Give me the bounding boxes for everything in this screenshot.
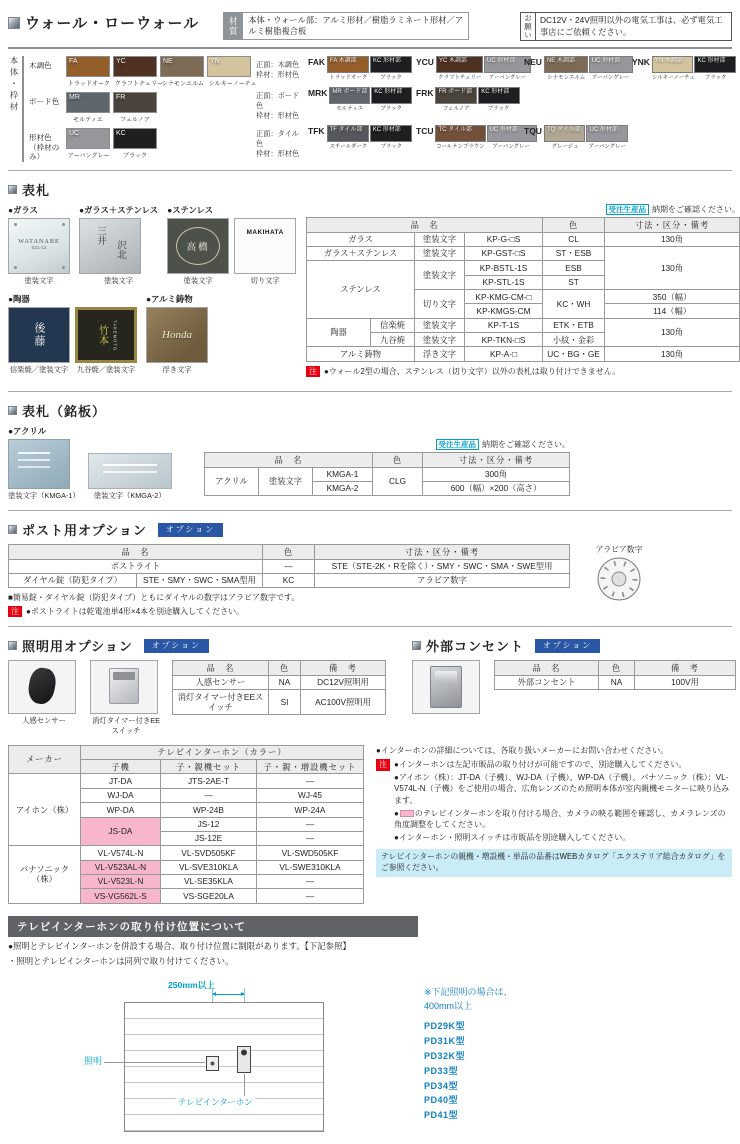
table-cell: KP-KMG-CM-□ — [465, 290, 543, 304]
body-frame-side-label: 本体・枠材 — [8, 56, 24, 162]
table-cell: CLG — [373, 467, 423, 496]
table-cell: 350（幅） — [605, 290, 740, 304]
table-cell: — — [257, 817, 364, 831]
material-text: 本体・ウォール部：アルミ形材／樹脂ラミネート形材／アルミ樹脂複合板 — [243, 12, 469, 40]
color-combination-YNK: YNK YN 木調部 KC 形材部 シルキーノーチェ ブラック — [632, 56, 736, 82]
dial-lock-illustration-block — [584, 544, 654, 604]
table-cell: 塗装文字 — [415, 261, 465, 290]
table-cell: VL-SVD505KF — [161, 846, 257, 860]
table-cell: — — [257, 874, 364, 888]
table-cell: JTS-2AE-T — [161, 774, 257, 788]
table-cell: 切り文字 — [415, 290, 465, 319]
acrylic-spec-area — [204, 439, 570, 501]
section-bullet-icon — [412, 641, 421, 650]
page-header — [8, 0, 732, 49]
color-lineup-section — [8, 49, 732, 171]
lighting-option-table — [172, 660, 386, 714]
table-cell: WP-DA — [81, 803, 161, 817]
color-swatch-KC: KC ブラック — [113, 128, 157, 161]
table-cell: JS-12E — [161, 831, 257, 845]
table-cell: NA — [269, 675, 301, 689]
table-cell: 消灯タイマー付きEEスイッチ — [173, 690, 269, 715]
table-cell: KP-BSTL-1S — [465, 261, 543, 275]
table-cell: — — [257, 831, 364, 845]
option-badge: オプション — [158, 523, 223, 537]
table-cell: KP-A-□ — [465, 347, 543, 361]
lamp-model: PD32K型 — [424, 1050, 466, 1061]
table-header-cell: 色 — [599, 661, 635, 675]
interphone-graphic — [237, 1046, 251, 1073]
table-cell: WP-24B — [161, 803, 257, 817]
table-cell: パナソニック（株） — [9, 846, 81, 903]
color-combination-YCU: YCU YC 木調部 UC 形材部 クラフトチェリー アーバングレー — [416, 56, 520, 82]
table-cell: ガラス — [307, 232, 415, 246]
table-cell: DC12V照明用 — [301, 675, 386, 689]
lamp-model: PD31K型 — [424, 1036, 466, 1047]
table-cell: VL-V523AL-N — [81, 860, 161, 874]
table-cell: KC・WH — [543, 290, 605, 319]
section-title-lighting-option: 照明用オプション オプション — [8, 636, 386, 655]
table-cell: — — [161, 788, 257, 802]
table-cell: VS-VG562L-S — [81, 889, 161, 903]
glass-stainless-nameplate-photo: 三井 沢北 — [79, 218, 141, 274]
lamp-model: PD33型 — [424, 1065, 459, 1076]
color-swatch-FR: FR フェルノア — [113, 92, 157, 124]
color-swatch-MR: MR モルティエ — [66, 92, 110, 124]
table-header-cell: 品 名 — [9, 545, 263, 559]
lamp-graphic — [206, 1056, 219, 1071]
color-combination-FAK: FAK FA 木調部 KC 形材部 トラッドオーク ブラック — [308, 56, 412, 82]
table-cell: STE・SMY・SWC・SMA型用 — [137, 573, 263, 587]
table-cell: JT-DA — [81, 774, 161, 788]
table-cell: — — [257, 774, 364, 788]
table-cell: VL-V523L-N — [81, 874, 161, 888]
acrylic-samples: 塗装文字（KMGA-1） 塗装文字（KMGA-2） — [8, 439, 190, 501]
post-option-notes: ■簡易錠・ダイヤル錠（防犯タイプ）ともにダイヤルの数字はアラビア数字です。 注 ●ポストライトは乾電池単4形×4本を別途購入してください。 — [8, 593, 300, 617]
table-cell: アイホン（株） — [9, 774, 81, 846]
base-color-swatches — [29, 56, 257, 162]
cast-aluminum-photo: Honda — [146, 307, 208, 363]
table-header-cell: 色 — [263, 545, 315, 559]
dial-illustration — [596, 556, 642, 602]
table-cell: UC・BG・GE — [543, 347, 605, 361]
interphone-leader-line — [244, 1074, 245, 1096]
section-divider — [8, 391, 732, 392]
outlet-item — [412, 660, 484, 714]
post-option-section — [8, 544, 732, 617]
table-header-cell: 備 考 — [635, 661, 736, 675]
cast-aluminum-nameplate-card: ●アルミ鋳物 Honda 浮き文字 — [146, 293, 208, 375]
table-cell: 塗装文字 — [415, 232, 465, 246]
table-cell: 塗装文字 — [415, 246, 465, 260]
acrylic-spec-table — [204, 452, 570, 496]
motion-sensor-item: 人感センサー — [8, 660, 80, 725]
table-cell: 130角 — [605, 347, 740, 361]
table-cell: 300角 — [423, 467, 570, 481]
table-cell: 塗装文字 — [415, 318, 465, 332]
table-cell: KC — [263, 573, 315, 587]
made-to-order-note: 受注生産品 納期をご確認ください。 — [306, 204, 740, 215]
color-swatch-NE: NE シナモンエルム — [161, 58, 204, 88]
table-cell: WP-24A — [257, 803, 364, 817]
table-cell: ESB — [543, 261, 605, 275]
table-cell: アクリル — [205, 467, 259, 496]
notice-label: お願い — [521, 13, 536, 40]
glass-nameplate-photo: WATANABE 531-12 — [8, 218, 70, 274]
table-header-cell: 子・親機セット — [161, 760, 257, 774]
page-title-text: ウォール・ローウォール — [25, 15, 200, 32]
table-cell: KP-STL-1S — [465, 275, 543, 289]
board-color-label: ボード色 — [29, 97, 60, 107]
table-cell: KP-GST-□S — [465, 246, 543, 260]
table-header-cell: 色 — [269, 661, 301, 675]
table-header-cell: 寸法・区分・備考 — [315, 545, 570, 559]
nameplate-samples — [8, 204, 296, 382]
models-note-text: ※下記照明の場合は、 400mm以上 — [424, 987, 513, 1011]
interphone-notes: ●インターホンの詳細については、各取り扱いメーカーにお問い合わせください。 注 ●インターホンは左記市販品の取り付けが可能ですので、別途購入してください。 ●アイホン（株）：JT-DA（子機）、WJ-DA（子機）、WP-DA（子機）、パナソニック（株）：VL-V574L-N（子機）をご使用の場合、広角レンズのため照明本体が室内親機モニターに映り込みます。 ● のテレビインターホンを取り付ける場合、カメラの映る範囲を確認し、カメラレンズの角度調整をしてください。 ●インターホン・照明スイッチは市販品を別途購入してください。 テレビインターホンの親機・増設機・単品の品番はWEBカタログ「エクステリア総合カタログ」をご参照ください。 — [376, 745, 732, 904]
outdoor-outlet-photo — [412, 660, 480, 714]
nameplate-spec-area — [306, 204, 740, 382]
table-cell: VL-SWD505KF — [257, 846, 364, 860]
table-cell: 人感センサー — [173, 675, 269, 689]
combination-row — [256, 87, 736, 120]
lamp-model: PD41型 — [424, 1110, 459, 1121]
wood-color-label: 木調色 — [29, 61, 52, 71]
dimension-label: 250mm以上 — [168, 980, 215, 991]
table-cell: — — [257, 889, 364, 903]
interphone-label: テレビインターホン — [178, 1097, 253, 1108]
table-cell: WJ-45 — [257, 788, 364, 802]
combination-label: 正面：タイル色 枠材：形材色 — [256, 129, 300, 158]
table-cell: KP-G-□S — [465, 232, 543, 246]
table-cell: 塗装文字 — [259, 467, 313, 496]
table-cell: 130角 — [605, 232, 740, 246]
shigaraki-ceramic-photo: 後藤 — [8, 307, 70, 363]
option-bad­ge: オプション — [144, 639, 209, 653]
table-header-cell: 備 考 — [301, 661, 386, 675]
table-cell: VL-V574L-N — [81, 846, 161, 860]
ee-switch-item: 消灯タイマー付きEEスイッチ — [90, 660, 162, 734]
lamp-model: PD34型 — [424, 1080, 459, 1091]
combination-row — [256, 56, 736, 82]
table-cell: VL-SWE310KLA — [257, 860, 364, 874]
table-cell: JS-12 — [161, 817, 257, 831]
table-cell: 九谷焼 — [371, 333, 415, 347]
table-cell: KMGA-2 — [313, 481, 373, 495]
table-cell: KP-KMGS-CM — [465, 304, 543, 318]
color-combinations — [256, 56, 736, 162]
table-header-cell: メーカー — [9, 745, 81, 774]
table-header-cell: 寸法・区分・備考 — [423, 453, 570, 467]
section-title-acrylic: 表札（銘板） — [8, 401, 732, 420]
table-cell: NA — [599, 675, 635, 689]
section-bullet-icon — [8, 525, 17, 534]
color-swatch-UC: UC アーバングレー — [67, 130, 110, 160]
table-header-cell: 品 名 — [307, 218, 543, 232]
table-cell: KMGA-1 — [313, 467, 373, 481]
stainless-nameplate-card: ●ステンレス 高橋 塗装文字 MAKIHATA 切り文字 — [167, 204, 296, 286]
table-cell: VS-SGE20LA — [161, 889, 257, 903]
wall-graphic — [124, 1002, 324, 1132]
material-label: 材質 — [223, 12, 243, 40]
lamp-model: PD40型 — [424, 1095, 459, 1106]
pink-highlight-chip — [400, 810, 414, 817]
nameplate-caution: 注 ●ウォール2型の場合、ステンレス（切り文字）以外の表札は取り付けできません。 — [306, 366, 740, 377]
profile-color-label: 形材色（枠材のみ） — [29, 133, 60, 162]
table-cell: STE（STE-2K・Rを除く）・SMY・SWC・SMA・SWE型用 — [315, 559, 570, 573]
interphone-table — [8, 745, 364, 904]
table-cell: 浮き文字 — [415, 347, 465, 361]
table-cell: JS-DA — [81, 817, 161, 846]
page-title — [8, 12, 199, 33]
table-cell: アラビア数字 — [315, 573, 570, 587]
table-cell: ステンレス — [307, 261, 415, 318]
option-badge: オプション — [535, 639, 600, 653]
table-cell: ポストライト — [9, 559, 263, 573]
lamp-leader-line — [104, 1062, 205, 1063]
section-bullet-icon — [8, 641, 17, 650]
material-box — [223, 12, 469, 40]
table-cell: アルミ鋳物 — [307, 347, 415, 361]
table-header-cell: 寸法・区分・備考 — [605, 218, 740, 232]
mount-section-title: テレビインターホンの取り付け位置について — [8, 916, 418, 937]
web-catalog-note: テレビインターホンの親機・増設機・単品の品番はWEBカタログ「エクステリア総合カタログ」をご参照ください。 — [376, 849, 732, 877]
table-cell: ETK・ETB — [543, 318, 605, 332]
table-header-cell: 子機 — [81, 760, 161, 774]
table-cell: ST・ESB — [543, 246, 605, 260]
color-swatch-YC: YC クラフトチェリー — [114, 58, 164, 88]
table-cell: 130角 — [605, 246, 740, 289]
nameplate-section — [8, 204, 740, 382]
table-cell: AC100V照明用 — [301, 690, 386, 715]
interphone-note-camera: ● のテレビインターホンを取り付ける場合、カメラの映る範囲を確認し、カメラレンズの角度調整をしてください。 — [394, 808, 726, 830]
table-cell: 114（幅） — [605, 304, 740, 318]
table-cell: KP-T-1S — [465, 318, 543, 332]
lamp-model-list — [424, 1019, 513, 1123]
color-combination-TFK: TFK TF タイル部 KC 形材部 スチールダーク ブラック — [308, 125, 412, 158]
section-bullet-icon — [8, 185, 17, 194]
table-cell: 陶器 — [307, 318, 371, 347]
combination-row — [256, 125, 736, 158]
table-header-cell: 品 名 — [173, 661, 269, 675]
table-cell: ダイヤル錠（防犯タイプ） — [9, 573, 137, 587]
acrylic-plate-kmga2-photo — [88, 453, 172, 489]
motion-sensor-photo — [8, 660, 76, 714]
section-title-nameplate — [8, 180, 732, 199]
section-bullet-icon — [8, 406, 17, 415]
post-option-table — [8, 544, 570, 588]
acrylic-section — [8, 439, 732, 501]
table-cell: CL — [543, 232, 605, 246]
color-combination-TQU: TQU TQ タイル部 UC 形材部 グレージュ アーバングレー — [524, 125, 628, 158]
color-combination-NEU: NEU NE 木調部 UC 形材部 シナモンエルム アーバングレー — [524, 56, 628, 82]
table-cell: SI — [269, 690, 301, 715]
made-to-order-note: 受注生産品 納期をご確認ください。 — [204, 439, 570, 450]
ee-switch-photo — [90, 660, 158, 714]
glass-stainless-nameplate-card: ●ガラス＋ステンレス 三井 沢北 塗装文字 — [79, 205, 159, 286]
lamp-label: 照明 — [84, 1056, 103, 1067]
table-cell: VL-SVE310KLA — [161, 860, 257, 874]
combination-label: 正面：ボード色 枠材：形材色 — [256, 91, 300, 120]
section-divider — [8, 510, 732, 511]
interphone-section — [8, 745, 732, 904]
table-header-cell: 品 名 — [205, 453, 373, 467]
outdoor-outlet-section — [412, 627, 736, 734]
table-header-cell: 色 — [373, 453, 423, 467]
color-combination-TCU: TCU TC タイル部 UC 形材部 コールテンブラウン アーバングレー — [416, 125, 520, 158]
table-cell: 信楽焼 — [371, 318, 415, 332]
mount-diagram — [84, 976, 370, 1144]
section-title-post-option: ポスト用オプション オプション — [8, 520, 732, 539]
color-swatch-FA: FA トラッドオーク — [67, 58, 110, 88]
table-cell: WJ-DA — [81, 788, 161, 802]
table-cell: 外部コンセント — [495, 675, 599, 689]
mount-position-section: テレビインターホンの取り付け位置について ●照明とテレビインターホンを併設する場合、取り付け位置に制限があります。【下記参照】 ・照明とテレビインターホンは同列で取り付けてください。 250mm以上 照明 テレビインターホン ※下記照明の場合は、 400mm以上 PD29K型 PD31K型 PD32K型 PD33型 PD34型 PD40型 PD41型 — [8, 916, 732, 1144]
ceramic-nameplate-card: ●陶器 後藤 信楽焼／塗装文字 竹本 TAKEMOTO 九谷焼／塗装文字 — [8, 294, 136, 375]
kutani-ceramic-photo: 竹本 TAKEMOTO — [75, 307, 137, 363]
arabic-numerals-label: アラビア数字 — [595, 545, 643, 555]
table-cell: KP-TKN-□S — [465, 333, 543, 347]
lamp-models-note — [424, 976, 513, 1144]
table-cell: 塗装文字 — [415, 333, 465, 347]
stainless-cut-letter-photo: MAKIHATA — [234, 218, 296, 274]
table-header-cell: 子・親・増設機セット — [257, 760, 364, 774]
electrical-notice-box — [520, 12, 732, 41]
table-header-cell: 品 名 — [495, 661, 599, 675]
table-cell: — — [263, 559, 315, 573]
color-swatch-YN: YN シルキーノーチェ — [208, 58, 257, 88]
color-combination-MRK: MRK MR ボード部 KC 形材部 モルティエ ブラック — [308, 87, 412, 120]
color-combination-FRK: FRK FR ボード部 KC 形材部 フェルノア ブラック — [416, 87, 520, 120]
acrylic-plate-kmga1-photo — [8, 439, 70, 489]
dimension-arrow — [213, 994, 244, 995]
acrylic-group-label: ●アクリル — [8, 426, 47, 437]
wood-color-row — [29, 56, 257, 88]
profile-color-row — [29, 128, 251, 161]
lighting-option-section — [8, 627, 386, 734]
title-bullet-icon — [8, 17, 20, 29]
nameplate-spec-table — [306, 217, 740, 362]
table-cell: 600（幅）×200（高さ） — [423, 481, 570, 495]
notice-text: DC12V・24V照明以外の電気工事は、必ず電気工事店にご依頼ください。 — [540, 15, 723, 37]
section-title-outlet: 外部コンセント オプション — [412, 636, 736, 655]
table-cell: 100V用 — [635, 675, 736, 689]
section-title-text: 表札 — [22, 183, 51, 199]
table-cell: ガラス＋ステンレス — [307, 246, 415, 260]
stainless-painted-photo: 高橋 — [167, 218, 229, 274]
combination-label: 正面：木調色 枠材：形材色 — [256, 60, 300, 79]
table-cell: VL-SE35KLA — [161, 874, 257, 888]
board-color-row — [29, 92, 251, 124]
table-header-cell: 色 — [543, 218, 605, 232]
table-cell: 小紋・金彩 — [543, 333, 605, 347]
table-cell: ST — [543, 275, 605, 289]
lamp-model: PD29K型 — [424, 1021, 466, 1032]
outlet-table — [494, 660, 736, 690]
glass-nameplate-card: ●ガラス WATANABE 531-12 塗装文字 — [8, 204, 70, 286]
table-header-cell: テレビインターホン（カラー） — [81, 745, 364, 759]
table-cell: 130角 — [605, 318, 740, 347]
